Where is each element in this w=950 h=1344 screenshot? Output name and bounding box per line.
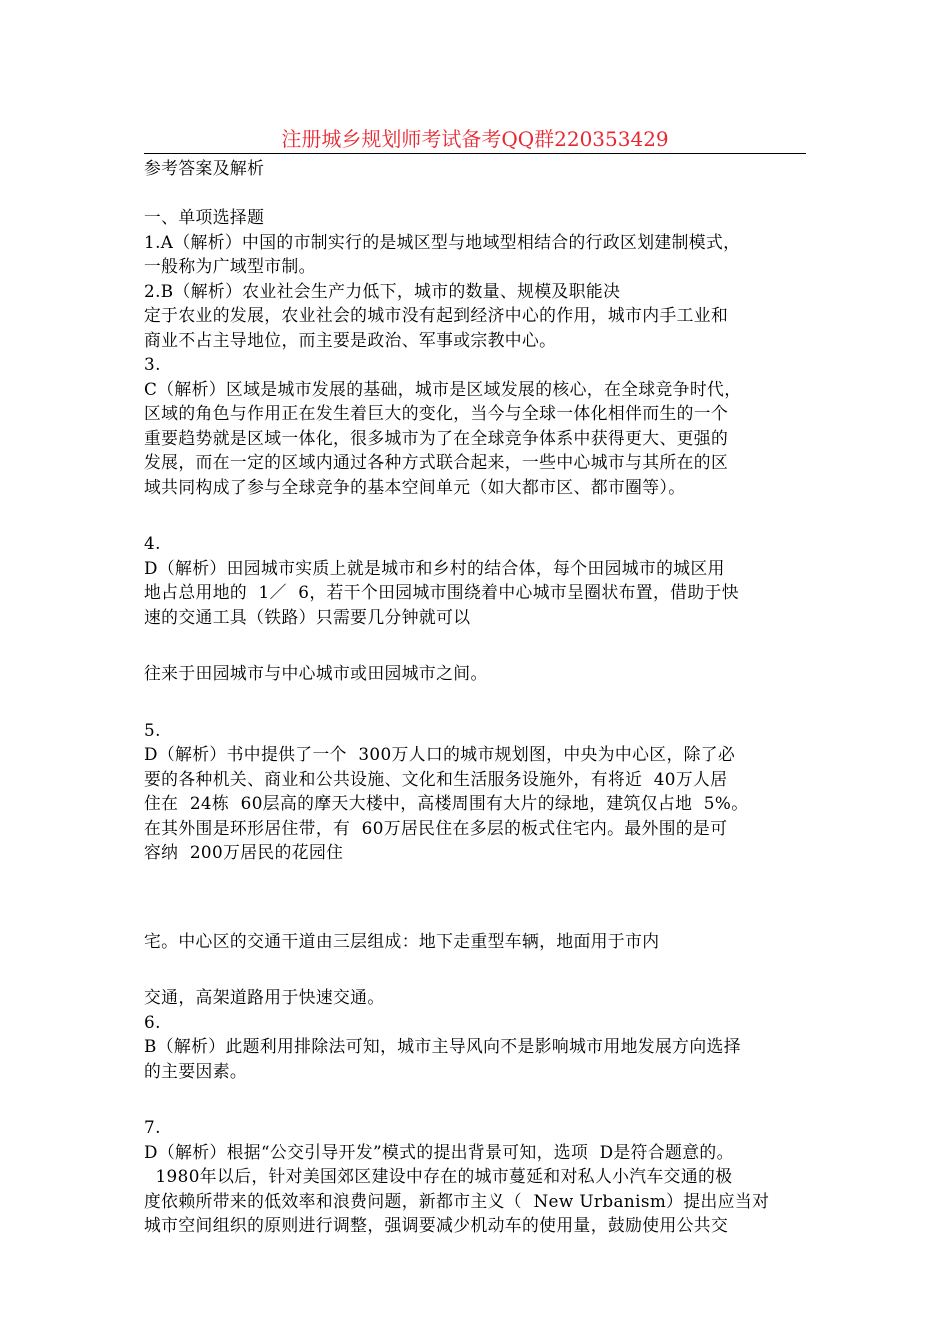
q7-line-4: 城市空间组织的原则进行调整，强调要减少机动车的使用量，鼓励使用公共交 (144, 1215, 729, 1235)
header-divider (144, 153, 806, 154)
q3-line-3: 重要趋势就是区域一体化，很多城市为了在全球竞争体系中获得更大、更强的 (144, 427, 729, 448)
q3-line-5: 域共同构成了参与全球竞争的基本空间单元（如大都市区、都市圈等）。 (144, 476, 686, 497)
page-header-title: 注册城乡规划师考试备考QQ群220353429 (281, 127, 669, 151)
q6-number: 6. (144, 1011, 161, 1032)
q6-line-2: 的主要因素。 (144, 1060, 248, 1081)
q4-line-4: 往来于田园城市与中心城市或田园城市之间。 (144, 663, 488, 683)
q4-number: 4. (144, 533, 161, 553)
q2-line-2: 定于农业的发展，农业社会的城市没有起到经济中心的作用，城市内手工业和 (144, 305, 729, 325)
q5-line-5: 容纳 200万居民的花园住 (144, 842, 344, 862)
blank-line (144, 499, 812, 531)
blank-line (144, 629, 812, 661)
blank-line (144, 897, 812, 929)
q7-line-3: 度依赖所带来的低效率和浪费问题，新都市主义（ New Urbanism）提出应当对 (144, 1190, 770, 1211)
q5-line-1: D（解析）书中提供了一个 300万人口的城市规划图，中央为中心区，除了必 (144, 744, 736, 764)
q4-line-2: 地占总用地的 1／ 6，若干个田园城市围绕着中心城市呈圈状布置，借助于快 (144, 582, 739, 602)
q4-line-1: D（解析）田园城市实质上就是城市和乡村的结合体，每个田园城市的城区用 (144, 557, 725, 578)
q4-line-3: 速的交通工具（铁路）只需要几分钟就可以 (144, 606, 471, 627)
q1-line-2: 一般称为广域型市制。 (144, 256, 316, 276)
q5-number: 5. (144, 719, 161, 740)
q5-line-7: 交通，高架道路用于快速交通。 (144, 987, 385, 1007)
q5-line-6: 宅。中心区的交通干道由三层组成：地下走重型车辆，地面用于市内 (144, 930, 660, 951)
q6-line-1: B（解析）此题利用排除法可知，城市主导风向不是影响城市用地发展方向选择 (144, 1036, 741, 1056)
q3-line-4: 发展，而在一定的区域内通过各种方式联合起来，一些中心城市与其所在的区 (144, 452, 729, 472)
blank-line (144, 953, 812, 985)
document-heading: 参考答案及解析 (144, 158, 265, 178)
q7-number: 7. (144, 1117, 161, 1137)
q5-line-3: 住在 24栋 60层高的摩天大楼中，高楼周围有大片的绿地，建筑仅占地 5%。 (144, 793, 749, 813)
answer-document (144, 156, 812, 1238)
blank-line (144, 865, 812, 897)
q5-line-2: 要的各种机关、商业和公共设施、文化和生活服务设施外，有将近 40万人居 (144, 768, 728, 789)
q7-line-1: D（解析）根据“公交引导开发”模式的提出背景可知，选项 D是符合题意的。 (144, 1141, 734, 1162)
q2-line-1: 2.B（解析）农业社会生产力低下，城市的数量、规模及职能决 (144, 280, 621, 301)
blank-line (144, 1083, 812, 1115)
q3-line-2: 区域的角色与作用正在发生着巨大的变化，当今与全球一体化相伴而生的一个 (144, 403, 729, 423)
section-title: 一、单项选择题 (144, 207, 265, 227)
q7-line-2: 1980年以后，针对美国郊区建设中存在的城市蔓延和对私人小汽车交通的极 (144, 1166, 733, 1186)
q3-line-1: C（解析）区域是城市发展的基础，城市是区域发展的核心，在全球竞争时代， (144, 378, 742, 399)
q1-line-1: 1.A（解析）中国的市制实行的是城区型与地域型相结合的行政区划建制模式， (144, 231, 741, 252)
q5-line-4: 在其外围是环形居住带，有 60万居民住在多层的板式住宅内。最外围的是可 (144, 817, 728, 838)
q2-line-3: 商业不占主导地位，而主要是政治、军事或宗教中心。 (144, 329, 557, 350)
blank-line (144, 181, 812, 206)
blank-line (144, 686, 812, 718)
q3-number: 3. (144, 354, 161, 374)
